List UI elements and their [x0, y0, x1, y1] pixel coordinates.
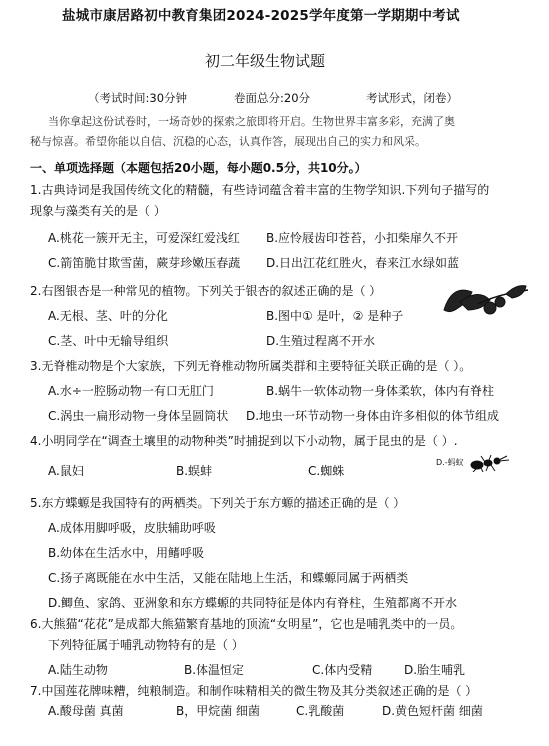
- question-7-stem: 7.中国莲花牌味糟，纯粮制造。和制作味精相关的微生物及其分类叙述正确的是（ ）: [30, 684, 478, 698]
- question-7-option-c[interactable]: C.乳酸菌: [296, 704, 345, 718]
- question-5-option-a[interactable]: A.成体用脚呼吸，皮肤辅助呼吸: [48, 521, 216, 535]
- exam-subtitle: 初二年级生物试题: [205, 52, 326, 70]
- question-4-option-d-label: D.-蚂蚁: [436, 458, 464, 467]
- question-4-option-d[interactable]: [436, 452, 515, 472]
- question-4-option-a[interactable]: A.鼠妇: [48, 464, 84, 478]
- question-1-option-a[interactable]: A.桃花一簇开无主，可爱深红爱浅红: [48, 231, 240, 245]
- question-6-option-d[interactable]: D.胎生哺乳: [404, 663, 466, 677]
- question-1-stem: 1.古典诗词是我国传统文化的精髓，有些诗词蕴含着丰富的生物学知识.下列句子描写的: [30, 183, 490, 197]
- question-2-option-a[interactable]: A.无根、茎、叶的分化: [48, 309, 168, 323]
- question-3-option-a[interactable]: A.水÷一腔肠动物一有口无肛门: [48, 384, 214, 398]
- question-7-option-b[interactable]: B，甲烷菌 细菌: [176, 704, 261, 718]
- exam-form: 考试形式，闭卷）: [366, 91, 458, 105]
- question-5-option-d[interactable]: D.鲫鱼、家鸽、亚洲象和东方蝶螈的共同特征是体内有脊柱，生殖都离不开水: [48, 596, 458, 610]
- intro-line-1: 当你拿起这份试卷时，一场奇妙的探索之旅即将开启。生物世界丰富多彩，充满了奥: [48, 115, 455, 128]
- question-6-option-a[interactable]: A.陆生动物: [48, 663, 108, 677]
- ginkgo-figure: [438, 280, 533, 324]
- section-heading: 一、单项选择题（本题包括20小题，每小题0.5分，共10分。）: [30, 161, 367, 175]
- question-3-stem: 3.无脊椎动物是个大家族，下列无脊椎动物所属类群和主要特征关联正确的是（ ）。: [30, 359, 472, 373]
- question-2-stem: 2.右图银杏是一种常见的植物。下列关于银杏的叙述正确的是（ ）: [30, 284, 382, 298]
- question-7-option-d[interactable]: D.黄色短杆菌 细菌: [382, 704, 483, 718]
- question-4-option-b[interactable]: B.蜈蚌: [176, 464, 213, 478]
- question-1-option-c[interactable]: C.箭笛脆甘欺雪菌，蕨芽珍嫩压春蔬: [48, 256, 241, 270]
- question-3-option-d[interactable]: D.地虫一环节动物一身体由许多相似的体节组成: [246, 409, 500, 423]
- question-5-option-c[interactable]: C.扬子离既能在水中生活，又能在陆地上生活，和蝶螈同属于两栖类: [48, 571, 409, 585]
- question-1-option-b[interactable]: B.应怜屐齿印苍苔，小扣柴扉久不开: [266, 231, 459, 245]
- question-7-option-a[interactable]: A.酸母菌 真菌: [48, 704, 124, 718]
- question-4-option-c[interactable]: C.蜘蛛: [308, 464, 345, 478]
- question-2-option-d[interactable]: D.生殖过程离不开水: [266, 334, 376, 348]
- question-1-stem-2: 现象与藻类有关的是（ ）: [30, 204, 166, 218]
- question-5-stem: 5.东方蝶螈是我国特有的两栖类。下列关于东方螈的描述正确的是（ ）: [30, 496, 406, 510]
- question-6-stem-2: 下列特征属于哺乳动物特有的是（ ）: [48, 638, 244, 652]
- question-5-option-b[interactable]: B.幼体在生活水中，用鳍呼吸: [48, 546, 205, 560]
- total-score: 卷面总分:20分: [234, 91, 311, 105]
- question-1-option-d[interactable]: D.日出江花红胜火，春来江水绿如蓝: [266, 256, 460, 270]
- exam-title: 盐城市康居路初中教育集团2024-2025学年度第一学期期中考试: [62, 8, 460, 24]
- question-6-stem: 6.大熊猫“花花”是成都大熊猫繁育基地的顶流“女明星”，它也是哺乳类中的一员。: [30, 617, 463, 631]
- question-2-option-b[interactable]: B.图中① 是叶，② 是种子: [266, 309, 404, 323]
- question-4-stem: 4.小明同学在“调查土壤里的动物种类”时捕捉到以下小动物，属于昆虫的是（ ）.: [30, 434, 458, 448]
- exam-time: （考试时间:30分钟: [88, 91, 188, 105]
- question-6-option-c[interactable]: C.体内受精: [312, 663, 373, 677]
- question-2-option-c[interactable]: C.茎、叶中无输导组织: [48, 334, 169, 348]
- intro-line-2: 秘与惊喜。希望你能以自信、沉稳的心态，认真作答，展现出自己的实力和风采。: [30, 135, 426, 148]
- question-6-option-b[interactable]: B.体温恒定: [184, 663, 245, 677]
- ant-icon: [469, 454, 515, 472]
- question-3-option-b[interactable]: B.蜗牛一软体动物一身体柔软，体内有脊柱: [266, 384, 495, 398]
- question-3-option-c[interactable]: C.涡虫一扁形动物一身体呈圆筒状: [48, 409, 229, 423]
